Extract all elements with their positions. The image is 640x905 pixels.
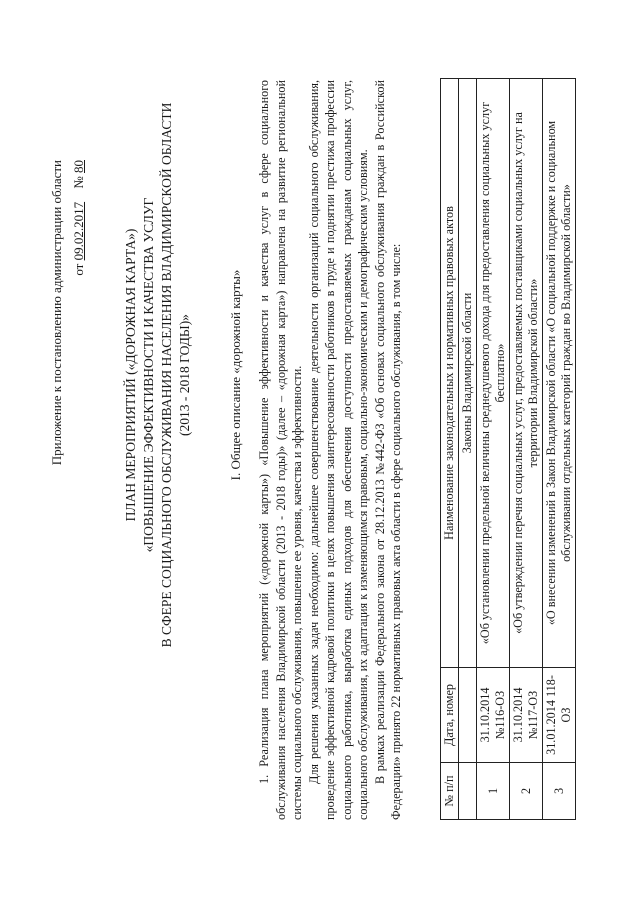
approval-line: Приложение к постановлению администрации области [49, 160, 64, 466]
approval-date: 09.02.2017 [71, 201, 86, 261]
approval-number: 80 [71, 160, 86, 173]
table-row [510, 79, 543, 820]
title-line-2: «ПОВЫШЕНИЕ ЭФФЕКТИВНОСТИ И КАЧЕСТВА УСЛУГ [141, 197, 156, 553]
paragraph-1: 1. Реализация плана мероприятий («дорожной карты») «Повышение эффективности и качества услуг в сфере социального обслуживания населения Владимирской области (2013 - 2018 годы)» (далее – «дорожная карта») направлена на развитие региональной системы социального обслуживания, повышение ее уровня, качества и эффективности. [257, 80, 304, 820]
row-date: 31.10.2014 №116-ОЗ [477, 668, 510, 763]
row-name: «Об установлении предельной величины среднедушевого дохода для предоставления социальных услуг бесплатно» [477, 79, 510, 668]
header-name: Наименование законодательных и нормативных правовых актов [441, 79, 459, 668]
row-name: «Об утверждении перечня социальных услуг, предоставляемых поставщиками социальных услуг на территории Владимирской области» [510, 79, 543, 668]
group-label: Законы Владимирской области [459, 79, 477, 668]
table-header-row [441, 79, 459, 820]
title-line-1: ПЛАН МЕРОПРИЯТИЙ («ДОРОЖНАЯ КАРТА») [123, 228, 138, 522]
document-title [122, 65, 194, 685]
header-number: № п/п [441, 763, 459, 820]
row-number: 2 [510, 763, 543, 820]
header-date: Дата, номер [441, 668, 459, 763]
row-number: 3 [543, 763, 576, 820]
paragraph-2: Для решения указанных задач необходимо: дальнейшее совершенствование деятельности организаций социального обслуживания, проведение эффективной кадровой политики в целях повышения заинтересованности работников в труде и поднятии престижа профессии социального работника, выработка единых подходов для обеспечения доступности предоставляемых гражданам социальных услуг, социального обслуживания, их адаптация к изменяющимся правовым, социально-экономическим и демографическим условиям. [306, 80, 370, 820]
group-spacer [459, 763, 477, 820]
body-text [256, 80, 405, 820]
approval-date-line [68, 160, 90, 520]
legal-acts-table [440, 78, 576, 820]
paragraph-3: В рамках реализации Федерального закона от 28.12.2013 №442-ФЗ «Об основах социального обслуживания граждан в Российской Федерации» принято 22 нормативных правовых акта области в сфере социального обслуживания, в том числе: [372, 80, 403, 820]
row-date: 31.10.2014 №117-ОЗ [510, 668, 543, 763]
row-name: «О внесении изменений в Закон Владимирской области «О социальной поддержке и социальном обслуживании отдельных категорий граждан во Владимирской области» [543, 79, 576, 668]
group-spacer [459, 668, 477, 763]
approval-stamp [46, 160, 90, 520]
section-heading: I. Общее описание «дорожной карты» [228, 269, 243, 481]
row-number: 1 [477, 763, 510, 820]
approval-prefix: от [71, 263, 86, 276]
table-row [477, 79, 510, 820]
title-line-3: В СФЕРЕ СОЦИАЛЬНОГО ОБСЛУЖИВАНИЯ НАСЕЛЕНИЯ ВЛАДИМИРСКОЙ ОБЛАСТИ [159, 102, 174, 648]
table-row [543, 79, 576, 820]
approval-number-label: № [71, 176, 86, 189]
title-line-4: (2013 - 2018 ГОДЫ)» [177, 314, 192, 436]
table-group-row [459, 79, 477, 820]
row-date: 31.01.2014 118-ОЗ [543, 668, 576, 763]
